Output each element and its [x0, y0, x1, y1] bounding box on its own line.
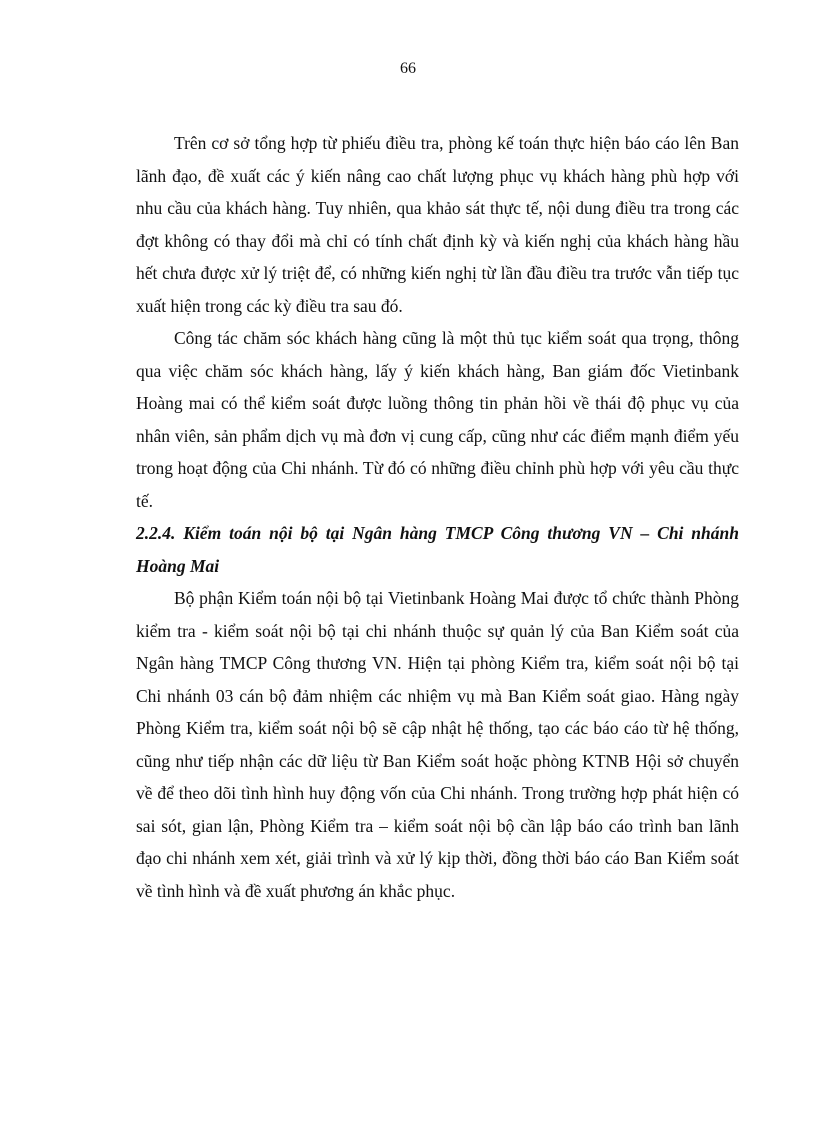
paragraph-survey-report: Trên cơ sở tổng hợp từ phiếu điều tra, phòng kế toán thực hiện báo cáo lên Ban lãnh đạo, đề xuất các ý kiến nâng cao chất lượng phục vụ khách hàng phù hợp với nhu cầu của khách hàng. Tuy nhiên, qua khảo sát thực tế, nội dung điều tra trong các đợt không có thay đổi mà chỉ có tính chất định kỳ và kiến nghị của khách hàng hầu hết chưa được xử lý triệt để, có những kiến nghị từ lần đầu điều tra trước vẫn tiếp tục xuất hiện trong các kỳ điều tra sau đó. [136, 133, 739, 316]
section-heading-internal-audit: 2.2.4. Kiểm toán nội bộ tại Ngân hàng TMCP Công thương VN – Chi nhánh Hoàng Mai [136, 523, 739, 576]
page-number: 66 [400, 60, 416, 77]
page-content [136, 127, 739, 907]
paragraph-internal-audit: Bộ phận Kiểm toán nội bộ tại Vietinbank Hoàng Mai được tổ chức thành Phòng kiểm tra - kiểm soát nội bộ tại chi nhánh thuộc sự quản lý của Ban Kiểm soát của Ngân hàng TMCP Công thương VN. Hiện tại phòng Kiểm tra, kiểm soát nội bộ tại Chi nhánh 03 cán bộ đảm nhiệm các nhiệm vụ mà Ban Kiểm soát giao. Hàng ngày Phòng Kiểm tra, kiểm soát nội bộ sẽ cập nhật hệ thống, tạo các báo cáo từ hệ thống, cũng như tiếp nhận các dữ liệu từ Ban Kiểm soát hoặc phòng KTNB Hội sở chuyển về để theo dõi tình hình huy động vốn của Chi nhánh. Trong trường hợp phát hiện có sai sót, gian lận, Phòng Kiểm tra – kiểm soát nội bộ cần lập báo cáo trình ban lãnh đạo chi nhánh xem xét, giải trình và xử lý kịp thời, đồng thời báo cáo Ban Kiểm soát về tình hình và đề xuất phương án khắc phục. [136, 588, 739, 901]
paragraph-customer-care: Công tác chăm sóc khách hàng cũng là một thủ tục kiểm soát qua trọng, thông qua việc chăm sóc khách hàng, lấy ý kiến khách hàng, Ban giám đốc Vietinbank Hoàng mai có thể kiểm soát được luồng thông tin phản hồi về thái độ phục vụ của nhân viên, sản phẩm dịch vụ mà đơn vị cung cấp, cũng như các điểm mạnh điểm yếu trong hoạt động của Chi nhánh. Từ đó có những điều chỉnh phù hợp với yêu cầu thực tế. [136, 328, 739, 511]
